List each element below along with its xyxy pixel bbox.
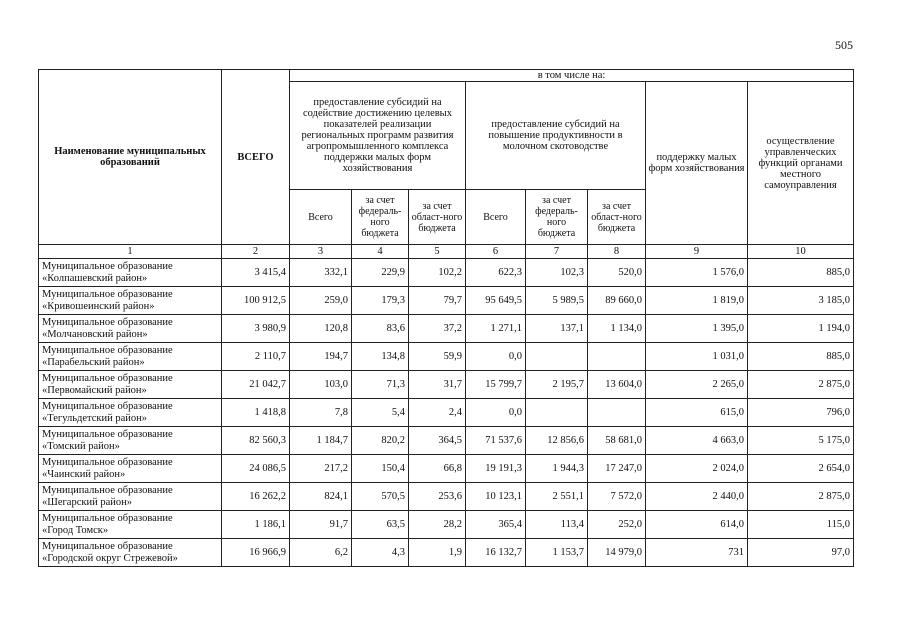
table-row bbox=[39, 371, 854, 399]
value-cell: 13 604,0 bbox=[588, 371, 646, 399]
municipality-name-cell bbox=[39, 371, 222, 399]
header-g1-federal: за счет федераль-ного бюджета bbox=[352, 190, 409, 245]
municipality-name-line1: Муниципальное образование bbox=[42, 372, 173, 384]
value-cell: 91,7 bbox=[290, 511, 352, 539]
value-cell: 332,1 bbox=[290, 259, 352, 287]
column-number: 3 bbox=[290, 245, 352, 259]
header-group2-dairy: предоставление субсидий на повышение продуктивности в молочном скотоводстве bbox=[466, 82, 646, 190]
table-row bbox=[39, 539, 854, 567]
municipality-name-cell bbox=[39, 455, 222, 483]
municipality-name-line1: Муниципальное образование bbox=[42, 260, 173, 272]
value-cell: 4,3 bbox=[352, 539, 409, 567]
municipality-name-line1: Муниципальное образование bbox=[42, 456, 173, 468]
municipality-name-line2: «Парабельский район» bbox=[42, 356, 145, 368]
municipality-name-line2: «Томский район» bbox=[42, 440, 120, 452]
column-number-row bbox=[39, 245, 854, 259]
value-cell: 16 132,7 bbox=[466, 539, 526, 567]
value-cell: 100 912,5 bbox=[222, 287, 290, 315]
value-cell bbox=[588, 343, 646, 371]
column-number: 8 bbox=[588, 245, 646, 259]
value-cell: 1 184,7 bbox=[290, 427, 352, 455]
municipality-name-cell bbox=[39, 315, 222, 343]
municipality-name-line2: «Молчановский район» bbox=[42, 328, 148, 340]
municipality-name-line1: Муниципальное образование bbox=[42, 540, 173, 552]
value-cell: 1 134,0 bbox=[588, 315, 646, 343]
value-cell: 796,0 bbox=[748, 399, 854, 427]
value-cell: 6,2 bbox=[290, 539, 352, 567]
header-g2-regional: за счет област-ного бюджета bbox=[588, 190, 646, 245]
value-cell: 5 989,5 bbox=[526, 287, 588, 315]
value-cell: 217,2 bbox=[290, 455, 352, 483]
value-cell: 364,5 bbox=[409, 427, 466, 455]
value-cell: 3 415,4 bbox=[222, 259, 290, 287]
value-cell: 95 649,5 bbox=[466, 287, 526, 315]
table-row bbox=[39, 455, 854, 483]
municipality-name-cell bbox=[39, 259, 222, 287]
value-cell: 2 024,0 bbox=[646, 455, 748, 483]
value-cell: 1 418,8 bbox=[222, 399, 290, 427]
value-cell: 7 572,0 bbox=[588, 483, 646, 511]
value-cell: 58 681,0 bbox=[588, 427, 646, 455]
value-cell: 17 247,0 bbox=[588, 455, 646, 483]
value-cell: 5 175,0 bbox=[748, 427, 854, 455]
value-cell: 2 195,7 bbox=[526, 371, 588, 399]
municipality-name-cell bbox=[39, 287, 222, 315]
value-cell: 37,2 bbox=[409, 315, 466, 343]
value-cell: 614,0 bbox=[646, 511, 748, 539]
table-row bbox=[39, 427, 854, 455]
value-cell: 103,0 bbox=[290, 371, 352, 399]
value-cell: 1 576,0 bbox=[646, 259, 748, 287]
value-cell: 1 194,0 bbox=[748, 315, 854, 343]
header-g2-total: Всего bbox=[466, 190, 526, 245]
value-cell: 1 944,3 bbox=[526, 455, 588, 483]
value-cell: 1 153,7 bbox=[526, 539, 588, 567]
value-cell: 150,4 bbox=[352, 455, 409, 483]
municipality-name-line2: «Тегульдетский район» bbox=[42, 412, 148, 424]
value-cell: 31,7 bbox=[409, 371, 466, 399]
column-number: 7 bbox=[526, 245, 588, 259]
column-number: 5 bbox=[409, 245, 466, 259]
municipality-name-line2: «Первомайский район» bbox=[42, 384, 147, 396]
value-cell: 2 875,0 bbox=[748, 371, 854, 399]
value-cell: 2,4 bbox=[409, 399, 466, 427]
value-cell: 3 980,9 bbox=[222, 315, 290, 343]
value-cell: 179,3 bbox=[352, 287, 409, 315]
value-cell: 194,7 bbox=[290, 343, 352, 371]
value-cell: 21 042,7 bbox=[222, 371, 290, 399]
value-cell bbox=[526, 399, 588, 427]
column-number: 6 bbox=[466, 245, 526, 259]
value-cell: 1 819,0 bbox=[646, 287, 748, 315]
value-cell: 820,2 bbox=[352, 427, 409, 455]
value-cell: 113,4 bbox=[526, 511, 588, 539]
value-cell: 12 856,6 bbox=[526, 427, 588, 455]
column-number: 9 bbox=[646, 245, 748, 259]
value-cell: 1 395,0 bbox=[646, 315, 748, 343]
value-cell: 97,0 bbox=[748, 539, 854, 567]
value-cell: 229,9 bbox=[352, 259, 409, 287]
value-cell: 102,3 bbox=[526, 259, 588, 287]
value-cell: 63,5 bbox=[352, 511, 409, 539]
header-management-functions: осуществление управленческих функций органами местного самоуправления bbox=[748, 82, 854, 245]
value-cell: 1,9 bbox=[409, 539, 466, 567]
municipality-name-cell bbox=[39, 483, 222, 511]
header-g1-total: Всего bbox=[290, 190, 352, 245]
value-cell: 24 086,5 bbox=[222, 455, 290, 483]
municipality-name-line1: Муниципальное образование bbox=[42, 428, 173, 440]
value-cell: 10 123,1 bbox=[466, 483, 526, 511]
column-number: 10 bbox=[748, 245, 854, 259]
municipality-name-line1: Муниципальное образование bbox=[42, 344, 173, 356]
value-cell: 79,7 bbox=[409, 287, 466, 315]
value-cell: 4 663,0 bbox=[646, 427, 748, 455]
value-cell: 731 bbox=[646, 539, 748, 567]
value-cell: 2 654,0 bbox=[748, 455, 854, 483]
value-cell: 102,2 bbox=[409, 259, 466, 287]
municipality-name-line2: «Колпашевский район» bbox=[42, 272, 148, 284]
value-cell: 83,6 bbox=[352, 315, 409, 343]
header-including: в том числе на: bbox=[290, 70, 854, 82]
value-cell: 120,8 bbox=[290, 315, 352, 343]
municipality-name-line1: Муниципальное образование bbox=[42, 512, 173, 524]
header-total: ВСЕГО bbox=[222, 70, 290, 245]
value-cell: 59,9 bbox=[409, 343, 466, 371]
value-cell: 1 031,0 bbox=[646, 343, 748, 371]
municipality-name-line1: Муниципальное образование bbox=[42, 316, 173, 328]
municipality-name-line2: «Шегарский район» bbox=[42, 496, 132, 508]
header-group1-subsidies: предоставление субсидий на содействие достижению целевых показателей реализации региональных программ развития агропромышленного комплекса поддержки малых форм хозяйствования bbox=[290, 82, 466, 190]
subsidy-table bbox=[38, 69, 854, 567]
municipality-name-line1: Муниципальное образование bbox=[42, 400, 173, 412]
value-cell: 115,0 bbox=[748, 511, 854, 539]
municipality-name-cell bbox=[39, 343, 222, 371]
table-row bbox=[39, 511, 854, 539]
value-cell: 570,5 bbox=[352, 483, 409, 511]
municipality-name-line1: Муниципальное образование bbox=[42, 288, 173, 300]
value-cell: 1 186,1 bbox=[222, 511, 290, 539]
value-cell: 137,1 bbox=[526, 315, 588, 343]
value-cell: 15 799,7 bbox=[466, 371, 526, 399]
table-row bbox=[39, 287, 854, 315]
value-cell bbox=[526, 343, 588, 371]
header-small-farms: поддержку малых форм хозяйствования bbox=[646, 82, 748, 245]
value-cell: 2 265,0 bbox=[646, 371, 748, 399]
municipality-name-line2: «Кривошеинский район» bbox=[42, 300, 155, 312]
value-cell: 253,6 bbox=[409, 483, 466, 511]
value-cell: 28,2 bbox=[409, 511, 466, 539]
value-cell: 520,0 bbox=[588, 259, 646, 287]
table-body bbox=[39, 259, 854, 567]
value-cell: 89 660,0 bbox=[588, 287, 646, 315]
value-cell: 2 875,0 bbox=[748, 483, 854, 511]
value-cell: 2 551,1 bbox=[526, 483, 588, 511]
value-cell: 3 185,0 bbox=[748, 287, 854, 315]
value-cell: 82 560,3 bbox=[222, 427, 290, 455]
municipality-name-line2: «Городской округ Стрежевой» bbox=[42, 552, 178, 564]
table-row bbox=[39, 483, 854, 511]
value-cell: 824,1 bbox=[290, 483, 352, 511]
value-cell: 622,3 bbox=[466, 259, 526, 287]
value-cell: 71 537,6 bbox=[466, 427, 526, 455]
table-row bbox=[39, 399, 854, 427]
value-cell: 252,0 bbox=[588, 511, 646, 539]
value-cell: 14 979,0 bbox=[588, 539, 646, 567]
table-row bbox=[39, 315, 854, 343]
value-cell: 2 110,7 bbox=[222, 343, 290, 371]
value-cell: 16 262,2 bbox=[222, 483, 290, 511]
header-municipality: Наименование муниципальных образований bbox=[39, 70, 222, 245]
value-cell: 19 191,3 bbox=[466, 455, 526, 483]
municipality-name-cell bbox=[39, 399, 222, 427]
value-cell bbox=[588, 399, 646, 427]
table-row bbox=[39, 343, 854, 371]
header-g1-regional: за счет област-ного бюджета bbox=[409, 190, 466, 245]
value-cell: 365,4 bbox=[466, 511, 526, 539]
value-cell: 5,4 bbox=[352, 399, 409, 427]
value-cell: 1 271,1 bbox=[466, 315, 526, 343]
value-cell: 0,0 bbox=[466, 399, 526, 427]
column-number: 4 bbox=[352, 245, 409, 259]
value-cell: 7,8 bbox=[290, 399, 352, 427]
value-cell: 885,0 bbox=[748, 259, 854, 287]
municipality-name-cell bbox=[39, 539, 222, 567]
value-cell: 615,0 bbox=[646, 399, 748, 427]
municipality-name-cell bbox=[39, 427, 222, 455]
page-number: 505 bbox=[835, 38, 853, 52]
column-number: 2 bbox=[222, 245, 290, 259]
value-cell: 66,8 bbox=[409, 455, 466, 483]
column-number: 1 bbox=[39, 245, 222, 259]
municipality-name-line1: Муниципальное образование bbox=[42, 484, 173, 496]
table-row bbox=[39, 259, 854, 287]
value-cell: 71,3 bbox=[352, 371, 409, 399]
value-cell: 2 440,0 bbox=[646, 483, 748, 511]
value-cell: 885,0 bbox=[748, 343, 854, 371]
value-cell: 0,0 bbox=[466, 343, 526, 371]
value-cell: 259,0 bbox=[290, 287, 352, 315]
municipality-name-cell bbox=[39, 511, 222, 539]
municipality-name-line2: «Чаинский район» bbox=[42, 468, 126, 480]
value-cell: 134,8 bbox=[352, 343, 409, 371]
municipality-name-line2: «Город Томск» bbox=[42, 524, 109, 536]
header-g2-federal: за счет федераль-ного бюджета bbox=[526, 190, 588, 245]
value-cell: 16 966,9 bbox=[222, 539, 290, 567]
